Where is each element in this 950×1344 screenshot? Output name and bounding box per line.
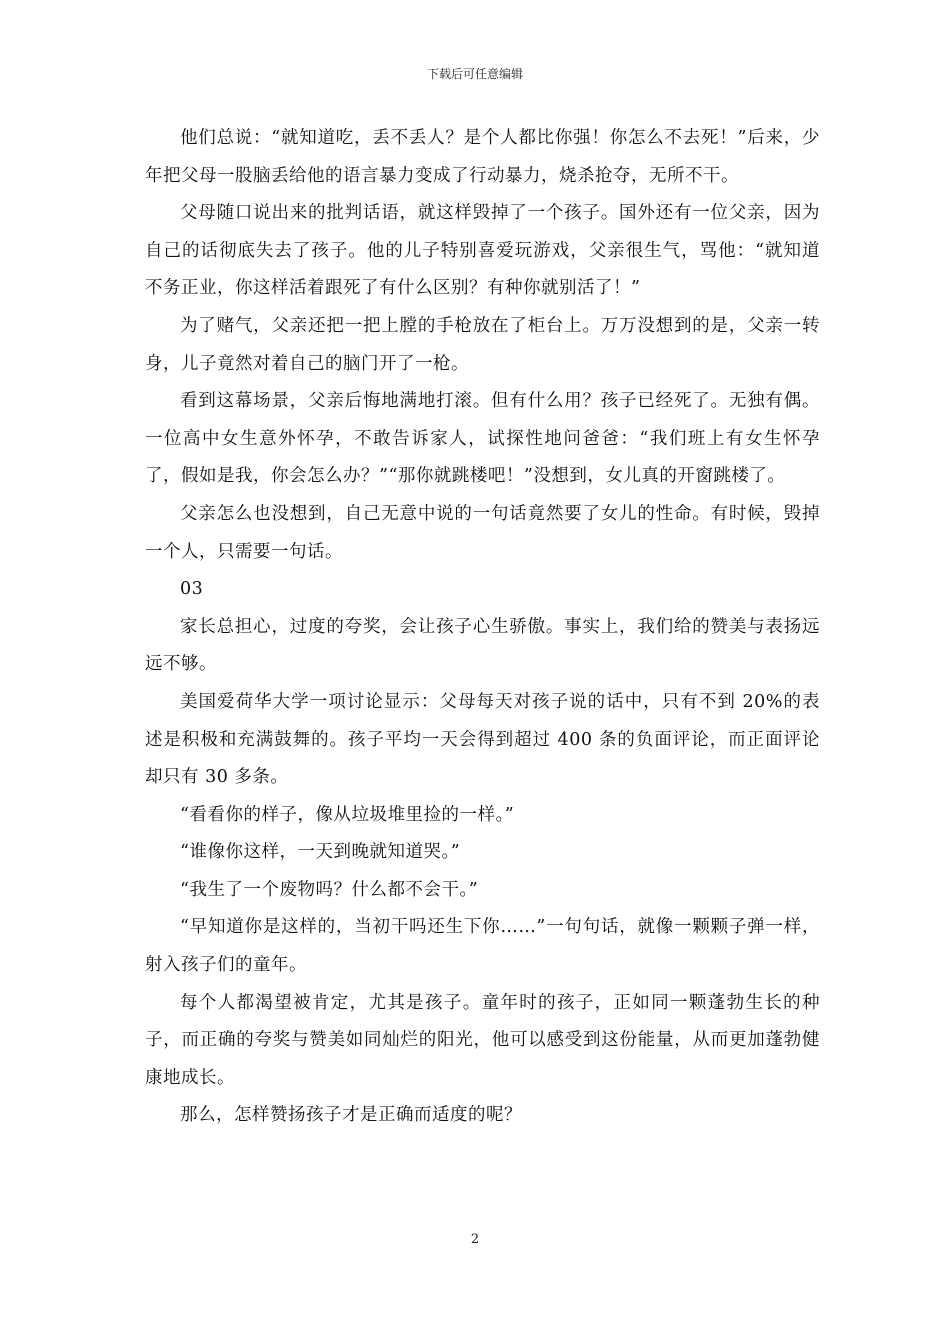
quote-line: “谁像你这样，一天到晚就知道哭。” (180, 842, 461, 863)
paragraph: 父母随口说出来的批判话语，就这样毁掉了一个孩子。国外还有一位父亲，因为自己的话彻底失去了孩子。他的儿子特别喜爱玩游戏，父亲很生气，骂他：“就知道不务正业，你这样活着跟死了有什么区别？有种你就别活了！” (145, 203, 820, 299)
paragraph: “早知道你是这样的，当初干吗还生下你……”一句句话，就像一颗颗子弹一样，射入孩子们的童年。 (145, 917, 820, 976)
page-header: 下载后可任意编辑 (426, 67, 523, 81)
paragraph: 父亲怎么也没想到，自己无意中说的一句话竟然要了女儿的性命。有时候，毁掉一个人，只需要一句话。 (145, 503, 820, 562)
quote-line: “我生了一个废物吗？什么都不会干。” (180, 879, 479, 900)
paragraph: 每个人都渴望被肯定，尤其是孩子。童年时的孩子，正如同一颗蓬勃生长的种子，而正确的夸奖与赞美如同灿烂的阳光，他可以感受到这份能量，从而更加蓬勃健康地成长。 (145, 992, 820, 1088)
document-body (145, 120, 820, 1135)
page-number: 2 (470, 1232, 480, 1247)
paragraph: 他们总说：“就知道吃，丢不丢人？是个人都比你强！你怎么不去死！”后来，少年把父母一股脑丢给他的语言暴力变成了行动暴力，烧杀抢夺，无所不干。 (145, 128, 820, 186)
paragraph: 看到这幕场景，父亲后悔地满地打滚。但有什么用？孩子已经死了。无独有偶。一位高中女生意外怀孕，不敢告诉家人，试探性地问爸爸：“我们班上有女生怀孕了，假如是我，你会怎么办？”“那你就跳楼吧！”没想到，女儿真的开窗跳楼了。 (145, 391, 820, 487)
paragraph: 那么，怎样赞扬孩子才是正确而适度的呢？ (180, 1105, 522, 1126)
paragraph: 家长总担心，过度的夸奖，会让孩子心生骄傲。事实上，我们给的赞美与表扬远远不够。 (145, 616, 820, 675)
section-number: 03 (180, 579, 204, 600)
quote-line: “看看你的样子，像从垃圾堆里捡的一样。” (180, 804, 515, 825)
paragraph: 美国爱荷华大学一项讨论显示：父母每天对孩子说的话中，只有不到 20%的表述是积极和充满鼓舞的。孩子平均一天会得到超过 400 条的负面评论，而正面评论却只有 30 多条。 (145, 691, 820, 788)
paragraph: 为了赌气，父亲还把一把上膛的手枪放在了柜台上。万万没想到的是，父亲一转身，儿子竟然对着自己的脑门开了一枪。 (145, 315, 820, 374)
